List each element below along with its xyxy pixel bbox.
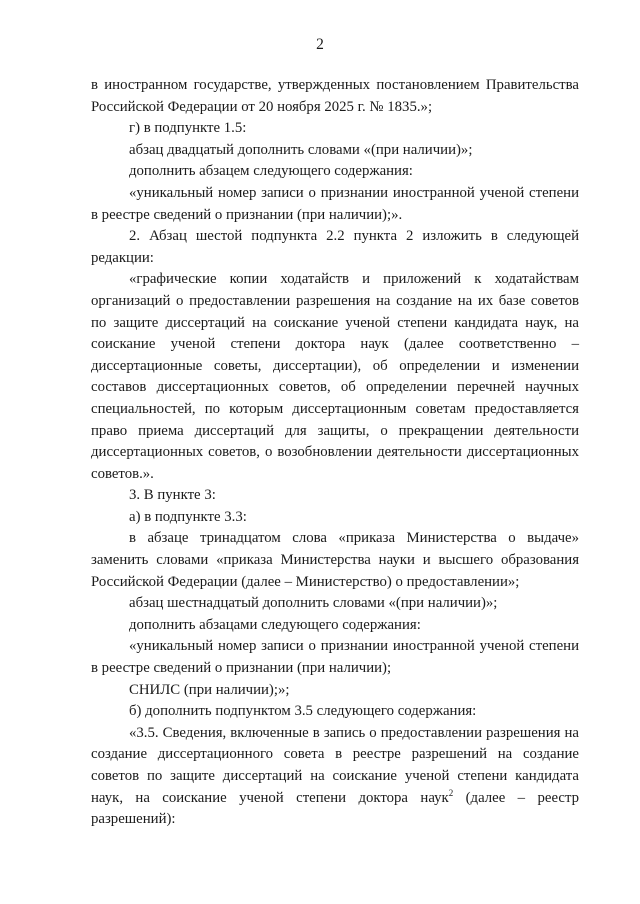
paragraph: б) дополнить подпунктом 3.5 следующего содержания:	[129, 703, 477, 720]
paragraph: в абзаце тринадцатом слова «приказа Министерства о выдаче» заменить словами «приказа Министерства науки и высшего образования Российской Федерации (далее – Министерство) о предоставлении»;	[91, 530, 579, 590]
paragraph: в иностранном государстве, утвержденных постановлением Правительства Российской Федерации от 20 ноября 2025 г. № 1835.»;	[91, 77, 579, 115]
paragraph: г) в подпункте 1.5:	[129, 120, 247, 137]
page-number: 2	[316, 36, 324, 53]
paragraph: «уникальный номер записи о признании иностранной ученой степени в реестре сведений о признании (при наличии);	[91, 638, 579, 677]
document-body	[91, 75, 579, 831]
paragraph: абзац шестнадцатый дополнить словами «(при наличии)»;	[129, 595, 498, 612]
paragraph: дополнить абзацем следующего содержания:	[129, 163, 413, 180]
final-paragraph-text: «3.5. Сведения, включенные в запись о предоставлении разрешения на создание диссертационного совета в реестре разрешений на создание советов по защите диссертаций на соискание ученой степени кандидата наук, на соискание ученой степени доктора наук	[91, 724, 579, 806]
paragraph: а) в подпункте 3.3:	[129, 508, 247, 525]
final-paragraph	[91, 723, 579, 831]
paragraph: абзац двадцатый дополнить словами «(при наличии)»;	[129, 141, 473, 158]
paragraph: дополнить абзацами следующего содержания:	[129, 616, 421, 633]
paragraph: «графические копии ходатайств и приложений к ходатайствам организаций о предоставлении разрешения на создание на их базе советов по защите диссертаций на соискание ученой степени кандидата наук, на соискание ученой степени доктора наук (далее соответственно – диссертационные советы, диссертации), об определении и изменении составов диссертационных советов, об определении перечней научных специальностей, по которым диссертационным советам предоставляется право приема диссертаций для защиты, о прекращении деятельности диссертационных советов, о возобновлении деятельности диссертационных советов.».	[91, 271, 579, 482]
paragraph: 2. Абзац шестой подпункта 2.2 пункта 2 изложить в следующей редакции:	[91, 228, 579, 266]
footnote-mark: 2	[448, 787, 454, 798]
paragraph: СНИЛС (при наличии);»;	[129, 681, 290, 698]
final-paragraph-tail: (далее – реестр разрешений):	[91, 789, 579, 828]
paragraph: 3. В пункте 3:	[129, 487, 216, 504]
paragraph: «уникальный номер записи о признании иностранной ученой степени в реестре сведений о признании (при наличии);».	[91, 184, 579, 223]
